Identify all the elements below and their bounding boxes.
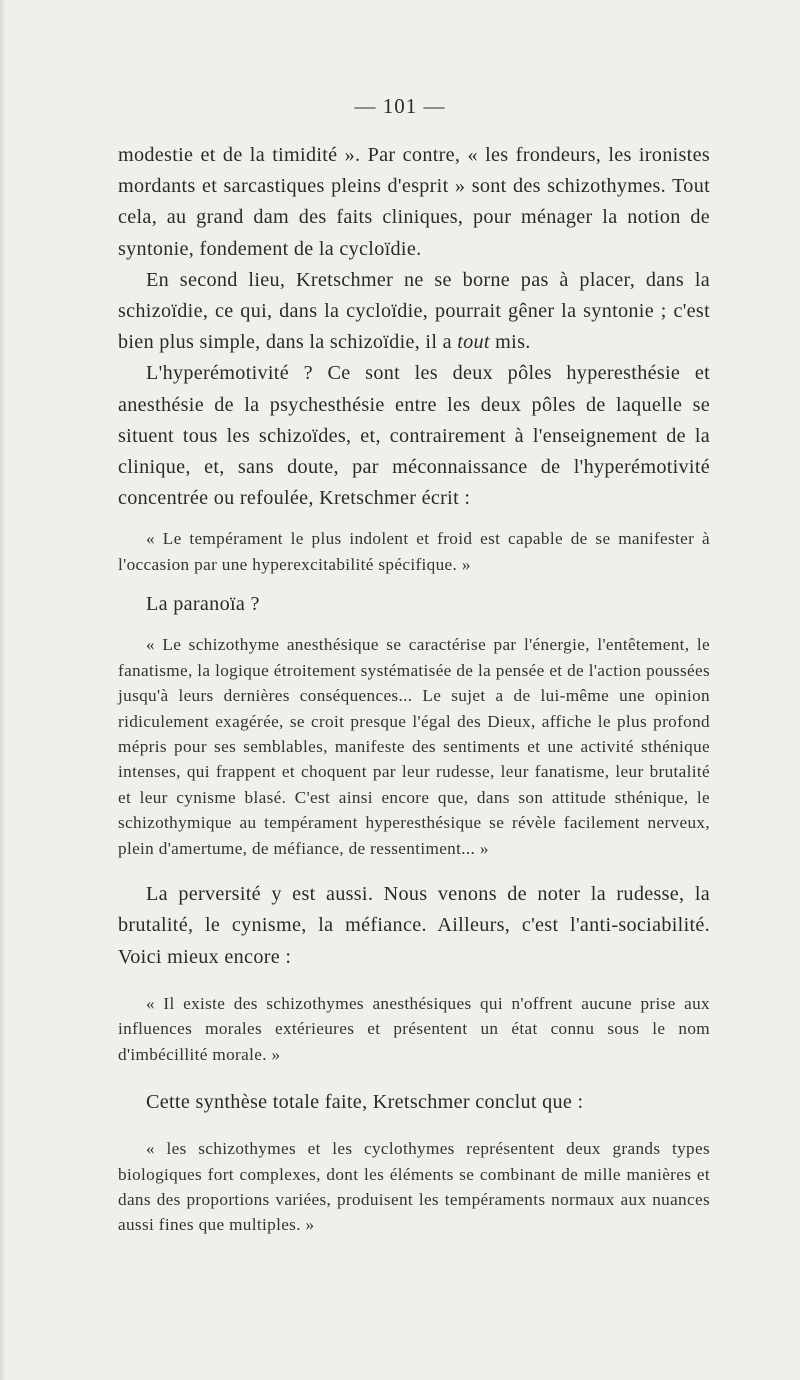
- quote-4: « les schizothymes et les cyclothymes représentent deux grands types biologiques fort complexes, dont les éléments se combinant de mille manières et dans des proportions variées, produisent les tempéraments normaux aux nuances aussi fines que multiples. »: [118, 1139, 710, 1235]
- page-edge-shadow: [0, 0, 6, 1380]
- paragraph-5: La perversité y est aussi. Nous venons de noter la rudesse, la brutalité, le cynisme, la méfiance. Ailleurs, c'est l'anti-sociabilité. Voici mieux encore :: [118, 883, 710, 968]
- quote-1: « Le tempérament le plus indolent et froid est capable de se manifester à l'occasion par une hyperexcitabilité spécifique. »: [118, 529, 710, 574]
- paragraph-2-emphasis: tout: [457, 331, 490, 354]
- paragraph-1: modestie et de la timidité ». Par contre, « les frondeurs, les ironistes mordants et sarcastiques pleins d'esprit » sont des schizothymes. Tout cela, au grand dam des faits cliniques, pour ménager la notion de syntonie, fondement de la cycloïdie.: [118, 144, 710, 260]
- paragraph-2-text-b: mis.: [489, 331, 531, 354]
- paragraph-4: La paranoïa ?: [146, 593, 260, 616]
- paragraph-6: Cette synthèse totale faite, Kretschmer conclut que :: [146, 1090, 584, 1113]
- body-text: [118, 140, 710, 1238]
- paragraph-2: [118, 265, 710, 359]
- quote-2: « Le schizothyme anesthésique se caractérise par l'énergie, l'entêtement, le fanatisme, la logique étroitement systématisée de la pensée et de l'action poussées jusqu'à leurs dernières conséquences... Le sujet a de lui-même une opinion ridiculement exagérée, se croit presque l'égal des Dieux, affiche le plus profond mépris pour ses semblables, manifeste des sentiments et une activité sthénique intenses, qui frappent et choquent par leur rudesse, leur fanatisme, leur brutalité et leur cynisme blasé. C'est ainsi encore que, dans son attitude sthénique, le schizothymique au tempérament hyperesthésique se révèle facilement nerveux, plein d'amertume, de méfiance, de ressentiment... »: [118, 635, 710, 858]
- quote-3: « Il existe des schizothymes anesthésiques qui n'offrent aucune prise aux influences morales extérieures et présentent un état connu sous le nom d'imbécillité morale. »: [118, 993, 710, 1064]
- page-number: — 101 —: [354, 94, 446, 118]
- paragraph-3: L'hyperémotivité ? Ce sont les deux pôles hyperesthésie et anesthésie de la psychesthésie entre les deux pôles de laquelle se situent tous les schizoïdes, et, contrairement à l'enseignement de la clinique, et, sans doute, par méconnaissance de l'hyperémotivité concentrée ou refoulée, Kretschmer écrit :: [118, 362, 710, 510]
- paragraph-2-text-a: En second lieu, Kretschmer ne se borne pas à placer, dans la schizoïdie, ce qui, dans la cycloïdie, pourrait gêner la syntonie ; c'est bien plus simple, dans la schizoïdie, il a: [118, 268, 710, 354]
